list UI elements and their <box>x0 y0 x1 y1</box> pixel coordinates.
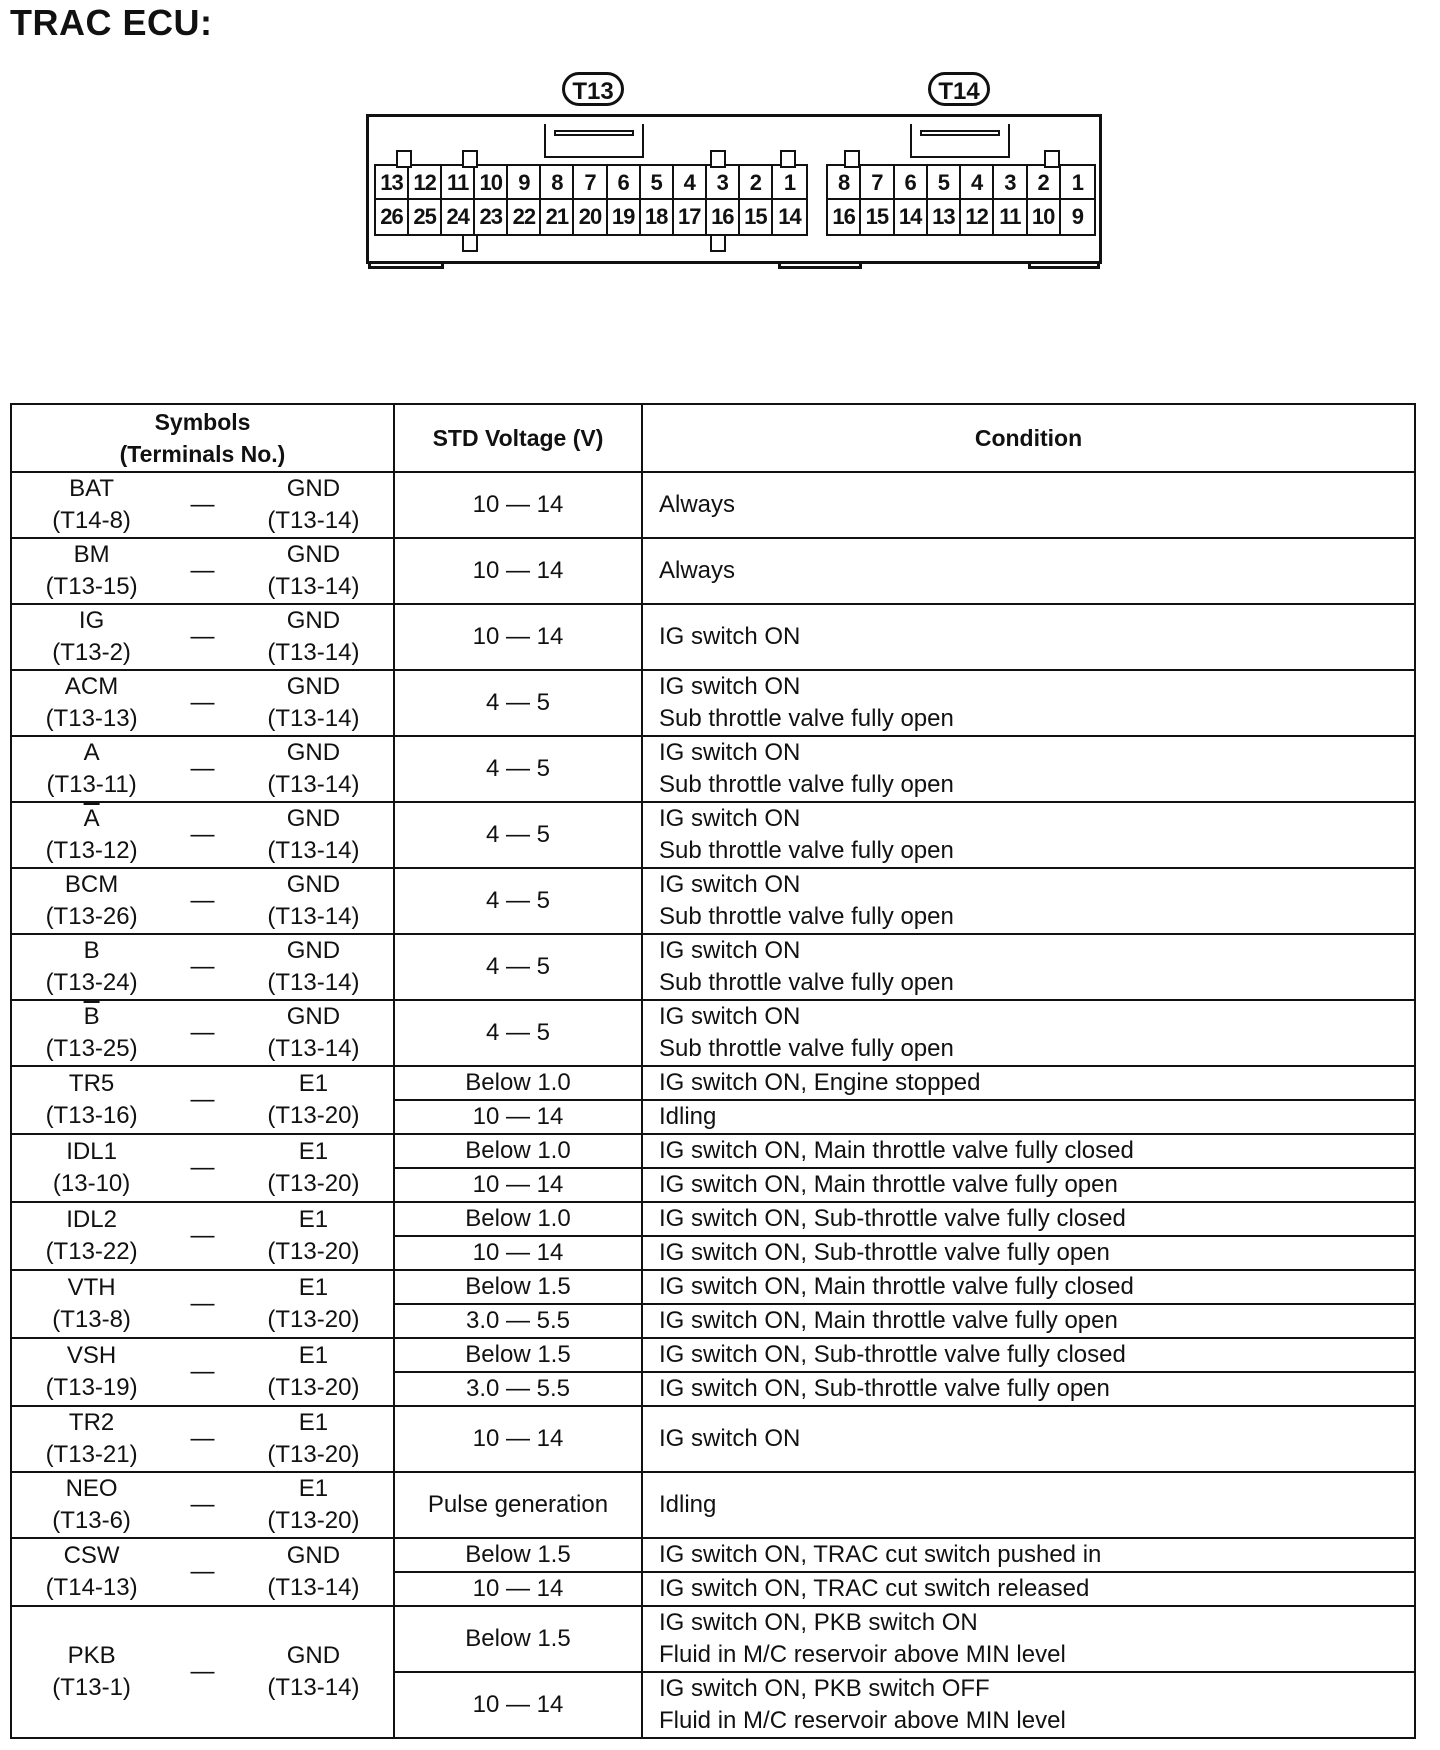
condition-cell <box>642 1372 1415 1406</box>
symbol-cell <box>11 1000 394 1066</box>
table-row <box>11 802 1415 868</box>
table-header-row <box>11 404 1415 472</box>
connector-pin: 15 <box>861 200 894 234</box>
condition-line: IG switch ON <box>659 1003 801 1030</box>
connector-pin: 24 <box>442 200 475 234</box>
ground-terminal-number: (T13-20) <box>267 1507 360 1534</box>
terminal-symbol: B <box>83 937 100 964</box>
connector-pin: 12 <box>961 200 994 234</box>
table-row <box>11 1472 1415 1538</box>
symbol-cell <box>11 1066 394 1134</box>
connector-pin: 14 <box>895 200 928 234</box>
table-row <box>11 1134 1415 1168</box>
connector-pin: 5 <box>928 166 961 200</box>
std-voltage-cell: 10 — 14 <box>394 1572 642 1606</box>
connector-label-t14: T14 <box>928 72 990 106</box>
ground-symbol: GND <box>286 937 341 964</box>
table-row <box>11 1538 1415 1572</box>
table-row <box>11 1066 1415 1100</box>
table-row <box>11 1000 1415 1066</box>
terminal-dash: — <box>190 821 215 848</box>
header-symbols-line1: Symbols <box>154 409 251 435</box>
ground-symbol: GND <box>286 871 341 898</box>
terminal-symbol: PKB <box>67 1642 116 1669</box>
condition-cell <box>642 1270 1415 1304</box>
ground-terminal-number: (T13-20) <box>267 1170 360 1197</box>
table-row <box>11 1406 1415 1472</box>
pin-key <box>780 150 796 168</box>
std-voltage-cell: 10 — 14 <box>394 1100 642 1134</box>
connector-pin: 13 <box>376 166 409 200</box>
connector-pin: 14 <box>778 204 801 229</box>
condition-line: Always <box>659 491 736 518</box>
terminal-dash: — <box>190 1154 215 1181</box>
ground-terminal-number: (T13-20) <box>267 1306 360 1333</box>
header-symbols-line2: (Terminals No.) <box>119 441 286 467</box>
std-voltage-cell: 10 — 14 <box>394 604 642 670</box>
terminal-number: (T13-25) <box>45 1035 138 1062</box>
std-voltage-cell: 10 — 14 <box>394 538 642 604</box>
terminal-symbol: TR5 <box>68 1070 115 1097</box>
terminal-dash: — <box>190 1019 215 1046</box>
terminal-symbol: BAT <box>69 475 115 502</box>
condition-line: Sub throttle valve fully open <box>659 969 954 996</box>
terminal-dash: — <box>190 1358 215 1385</box>
table-row <box>11 736 1415 802</box>
terminal-number: (T13-12) <box>45 837 138 864</box>
pin-grid-t13 <box>374 164 808 236</box>
symbol-cell <box>11 1134 394 1202</box>
terminal-number: (T14-8) <box>52 507 131 534</box>
condition-cell <box>642 1236 1415 1270</box>
connector-pin: 16 <box>828 200 861 234</box>
terminal-number: (T13-8) <box>52 1306 131 1333</box>
condition-line: IG switch ON, Sub-throttle valve fully open <box>659 1239 1110 1266</box>
ground-symbol: GND <box>286 805 341 832</box>
condition-cell <box>642 1168 1415 1202</box>
connector-pin: 10 <box>1028 200 1061 234</box>
condition-line: Sub throttle valve fully open <box>659 837 954 864</box>
connector-pin: 8 <box>541 166 574 200</box>
std-voltage-cell: Below 1.0 <box>394 1202 642 1236</box>
ground-symbol: E1 <box>298 1206 329 1233</box>
table-row <box>11 868 1415 934</box>
connector-pin: 2 <box>740 166 773 200</box>
symbol-cell <box>11 538 394 604</box>
connector-pin: 23 <box>475 200 508 234</box>
table-row <box>11 1606 1415 1672</box>
terminal-symbol: IG <box>78 607 105 634</box>
connector-pin: 19 <box>608 200 641 234</box>
condition-cell <box>642 1000 1415 1066</box>
condition-cell <box>642 1538 1415 1572</box>
terminal-number: (T13-16) <box>45 1102 138 1129</box>
condition-line: Fluid in M/C reservoir above MIN level <box>659 1641 1066 1668</box>
condition-line: IG switch ON <box>659 673 801 700</box>
connector-pin: 7 <box>861 166 894 200</box>
header-symbols <box>11 404 394 472</box>
condition-cell <box>642 604 1415 670</box>
header-condition: Condition <box>642 404 1415 472</box>
terminal-symbol: BCM <box>64 871 119 898</box>
condition-line: Sub throttle valve fully open <box>659 771 954 798</box>
condition-line: IG switch ON <box>659 1425 801 1452</box>
table-row <box>11 1338 1415 1372</box>
symbol-cell <box>11 1538 394 1606</box>
ground-symbol: GND <box>286 739 341 766</box>
terminal-number: (T13-2) <box>52 639 131 666</box>
terminal-dash: — <box>190 1222 215 1249</box>
ground-terminal-number: (T13-20) <box>267 1441 360 1468</box>
connector-pin: 8 <box>828 166 861 200</box>
condition-cell <box>642 538 1415 604</box>
std-voltage-cell: 4 — 5 <box>394 868 642 934</box>
ground-symbol: GND <box>286 475 341 502</box>
connector-pin: 9 <box>508 166 541 200</box>
condition-cell <box>642 472 1415 538</box>
condition-line: IG switch ON <box>659 805 801 832</box>
terminal-dash: — <box>190 953 215 980</box>
connector-pin: 13 <box>928 200 961 234</box>
ground-terminal-number: (T13-14) <box>267 771 360 798</box>
symbol-cell <box>11 1202 394 1270</box>
condition-cell <box>642 1202 1415 1236</box>
terminal-number: (T13-6) <box>52 1507 131 1534</box>
ground-symbol: E1 <box>298 1138 329 1165</box>
latch-t13 <box>544 124 644 158</box>
ground-symbol: E1 <box>298 1274 329 1301</box>
condition-line: IG switch ON, Main throttle valve fully closed <box>659 1137 1134 1164</box>
ground-symbol: GND <box>286 673 341 700</box>
terminal-symbol: IDL1 <box>66 1138 117 1165</box>
terminal-symbol: $\overline{A}$ <box>83 805 100 832</box>
ground-symbol: GND <box>286 1542 341 1569</box>
condition-line: IG switch ON <box>659 937 801 964</box>
terminal-symbol: ACM <box>64 673 119 700</box>
terminal-number: (T13-22) <box>45 1238 138 1265</box>
std-voltage-cell: Below 1.5 <box>394 1606 642 1672</box>
connector-pin: 9 <box>1071 204 1083 229</box>
ground-symbol: GND <box>286 607 341 634</box>
connector-pin: 20 <box>574 200 607 234</box>
table-row <box>11 472 1415 538</box>
condition-line: Idling <box>659 1491 717 1518</box>
connector-pin: 11 <box>994 200 1027 234</box>
connector-pin: 2 <box>1028 166 1061 200</box>
ground-terminal-number: (T13-14) <box>267 1574 360 1601</box>
connector-pin: 18 <box>641 200 674 234</box>
condition-line: IG switch ON, PKB switch ON <box>659 1609 978 1636</box>
connector-pin: 22 <box>508 200 541 234</box>
ground-terminal-number: (T13-20) <box>267 1238 360 1265</box>
condition-cell <box>642 1066 1415 1100</box>
condition-cell <box>642 1672 1415 1738</box>
connector-pin: 16 <box>707 200 740 234</box>
terminal-dash: — <box>190 491 215 518</box>
symbol-cell <box>11 868 394 934</box>
connector-pin: 3 <box>994 166 1027 200</box>
connector-pin: 7 <box>574 166 607 200</box>
std-voltage-cell: 4 — 5 <box>394 802 642 868</box>
std-voltage-cell: 10 — 14 <box>394 1406 642 1472</box>
connector-pin: 1 <box>1061 166 1094 200</box>
table-row <box>11 670 1415 736</box>
ground-terminal-number: (T13-14) <box>267 837 360 864</box>
connector-pin: 4 <box>961 166 994 200</box>
connector-pin: 15 <box>740 200 773 234</box>
pin-key <box>462 234 478 252</box>
condition-line: IG switch ON <box>659 739 801 766</box>
pin-key <box>462 150 478 168</box>
ground-symbol: E1 <box>298 1409 329 1436</box>
std-voltage-cell: Pulse generation <box>394 1472 642 1538</box>
terminal-number: (T13-24) <box>45 969 138 996</box>
symbol-cell <box>11 1406 394 1472</box>
condition-line: IG switch ON <box>659 871 801 898</box>
housing-foot <box>1028 261 1100 269</box>
terminal-number: (T13-11) <box>46 771 137 798</box>
ecu-connector-diagram <box>366 72 1104 272</box>
std-voltage-cell: 10 — 14 <box>394 472 642 538</box>
terminal-dash: — <box>190 1425 215 1452</box>
connector-pin: 21 <box>541 200 574 234</box>
condition-cell <box>642 1304 1415 1338</box>
terminal-dash: — <box>190 623 215 650</box>
table-row <box>11 604 1415 670</box>
condition-line: IG switch ON, TRAC cut switch released <box>659 1575 1090 1602</box>
terminal-number: (T13-21) <box>45 1441 138 1468</box>
terminal-symbol: BM <box>73 541 110 568</box>
table-row <box>11 934 1415 1000</box>
connector-pin: 1 <box>773 166 806 200</box>
condition-line: IG switch ON, TRAC cut switch pushed in <box>659 1541 1102 1568</box>
condition-line: IG switch ON, Main throttle valve fully closed <box>659 1273 1134 1300</box>
connector-pin: 11 <box>442 166 475 200</box>
terminal-number: (T13-1) <box>52 1674 131 1701</box>
connector-pin: 6 <box>895 166 928 200</box>
connector-pin: 4 <box>674 166 707 200</box>
condition-line: IG switch ON, Sub-throttle valve fully closed <box>659 1341 1126 1368</box>
std-voltage-cell: 10 — 14 <box>394 1672 642 1738</box>
std-voltage-cell: 4 — 5 <box>394 736 642 802</box>
std-voltage-cell: 3.0 — 5.5 <box>394 1304 642 1338</box>
ground-terminal-number: (T13-14) <box>267 639 360 666</box>
connector-pin: 3 <box>707 166 740 200</box>
condition-line: IG switch ON, Sub-throttle valve fully closed <box>659 1205 1126 1232</box>
condition-cell <box>642 1606 1415 1672</box>
pin-key <box>710 234 726 252</box>
ground-symbol: E1 <box>298 1342 329 1369</box>
ground-terminal-number: (T13-14) <box>267 969 360 996</box>
terminal-dash: — <box>190 755 215 782</box>
std-voltage-cell: 10 — 14 <box>394 1236 642 1270</box>
symbol-cell <box>11 736 394 802</box>
terminal-symbol: VTH <box>67 1274 116 1301</box>
pin-key <box>396 150 412 168</box>
terminal-symbol: CSW <box>63 1542 120 1569</box>
condition-cell <box>642 1100 1415 1134</box>
condition-line: IG switch ON, Main throttle valve fully open <box>659 1171 1118 1198</box>
ground-symbol: E1 <box>298 1070 329 1097</box>
table-row <box>11 1202 1415 1236</box>
connector-pin: 6 <box>608 166 641 200</box>
terminal-symbol: $\overline{B}$ <box>83 1003 100 1030</box>
condition-line: IG switch ON <box>659 623 801 650</box>
terminal-dash: — <box>190 1558 215 1585</box>
terminal-symbol: NEO <box>65 1475 118 1502</box>
condition-line: Idling <box>659 1103 717 1130</box>
pin-grid-t14 <box>826 164 1096 236</box>
terminal-number: (T13-15) <box>45 573 138 600</box>
condition-cell <box>642 868 1415 934</box>
terminal-symbol: IDL2 <box>66 1206 117 1233</box>
condition-cell <box>642 934 1415 1000</box>
ground-terminal-number: (T13-14) <box>267 1035 360 1062</box>
std-voltage-cell: 10 — 14 <box>394 1168 642 1202</box>
std-voltage-cell: 3.0 — 5.5 <box>394 1372 642 1406</box>
std-voltage-cell: Below 1.5 <box>394 1538 642 1572</box>
terminal-number: (T13-13) <box>45 705 138 732</box>
condition-line: Sub throttle valve fully open <box>659 1035 954 1062</box>
latch-t14 <box>910 124 1010 158</box>
std-voltage-cell: Below 1.0 <box>394 1134 642 1168</box>
condition-cell <box>642 1134 1415 1168</box>
housing-foot <box>778 261 862 269</box>
ground-terminal-number: (T13-14) <box>267 705 360 732</box>
condition-line: IG switch ON, Engine stopped <box>659 1069 981 1096</box>
pin-key <box>710 150 726 168</box>
ground-symbol: GND <box>286 541 341 568</box>
terminal-number: (13-10) <box>52 1170 131 1197</box>
symbol-cell <box>11 802 394 868</box>
std-voltage-cell: 4 — 5 <box>394 1000 642 1066</box>
symbol-cell <box>11 604 394 670</box>
page-title: TRAC ECU: <box>10 2 213 43</box>
connector-pin: 26 <box>376 200 409 234</box>
std-voltage-cell: Below 1.5 <box>394 1338 642 1372</box>
ground-terminal-number: (T13-14) <box>267 573 360 600</box>
terminal-dash: — <box>190 1491 215 1518</box>
condition-cell <box>642 736 1415 802</box>
std-voltage-cell: 4 — 5 <box>394 934 642 1000</box>
terminal-dash: — <box>190 1086 215 1113</box>
terminal-dash: — <box>190 1658 215 1685</box>
symbol-cell <box>11 670 394 736</box>
terminal-dash: — <box>190 689 215 716</box>
condition-cell <box>642 1472 1415 1538</box>
condition-cell <box>642 1338 1415 1372</box>
table-row <box>11 1270 1415 1304</box>
voltage-spec-table <box>10 403 1416 1739</box>
connector-pin: 12 <box>409 166 442 200</box>
ground-symbol: E1 <box>298 1475 329 1502</box>
condition-line: Sub throttle valve fully open <box>659 705 954 732</box>
terminal-number: (T13-26) <box>45 903 138 930</box>
symbol-cell <box>11 934 394 1000</box>
connector-pin: 25 <box>409 200 442 234</box>
ground-terminal-number: (T13-20) <box>267 1102 360 1129</box>
terminal-symbol: TR2 <box>68 1409 115 1436</box>
ground-symbol: GND <box>286 1003 341 1030</box>
table-row <box>11 538 1415 604</box>
connector-pin: 5 <box>641 166 674 200</box>
condition-line: Always <box>659 557 736 584</box>
std-voltage-cell: Below 1.0 <box>394 1066 642 1100</box>
condition-cell <box>642 802 1415 868</box>
symbol-cell <box>11 472 394 538</box>
terminal-number: (T13-19) <box>45 1374 138 1401</box>
connector-label-t13: T13 <box>562 72 624 106</box>
connector-pin: 17 <box>674 200 707 234</box>
ground-terminal-number: (T13-14) <box>267 1674 360 1701</box>
condition-line: IG switch ON, Main throttle valve fully open <box>659 1307 1118 1334</box>
terminal-symbol: VSH <box>66 1342 117 1369</box>
terminal-dash: — <box>190 887 215 914</box>
symbol-cell <box>11 1270 394 1338</box>
ground-terminal-number: (T13-14) <box>267 903 360 930</box>
condition-line: Fluid in M/C reservoir above MIN level <box>659 1707 1066 1734</box>
symbol-cell <box>11 1338 394 1406</box>
std-voltage-cell: 4 — 5 <box>394 670 642 736</box>
terminal-dash: — <box>190 1290 215 1317</box>
ground-terminal-number: (T13-14) <box>267 507 360 534</box>
condition-line: IG switch ON, Sub-throttle valve fully open <box>659 1375 1110 1402</box>
ground-terminal-number: (T13-20) <box>267 1374 360 1401</box>
condition-cell <box>642 670 1415 736</box>
pin-key <box>844 150 860 168</box>
ground-symbol: GND <box>286 1642 341 1669</box>
housing-foot <box>368 261 444 269</box>
symbol-cell <box>11 1606 394 1738</box>
terminal-number: (T14-13) <box>45 1574 138 1601</box>
connector-pin: 10 <box>475 166 508 200</box>
header-voltage: STD Voltage (V) <box>394 404 642 472</box>
condition-cell <box>642 1572 1415 1606</box>
pin-key <box>1044 150 1060 168</box>
condition-cell <box>642 1406 1415 1472</box>
symbol-cell <box>11 1472 394 1538</box>
std-voltage-cell: Below 1.5 <box>394 1270 642 1304</box>
condition-line: Sub throttle valve fully open <box>659 903 954 930</box>
terminal-dash: — <box>190 557 215 584</box>
condition-line: IG switch ON, PKB switch OFF <box>659 1675 990 1702</box>
terminal-symbol: A <box>83 739 100 766</box>
